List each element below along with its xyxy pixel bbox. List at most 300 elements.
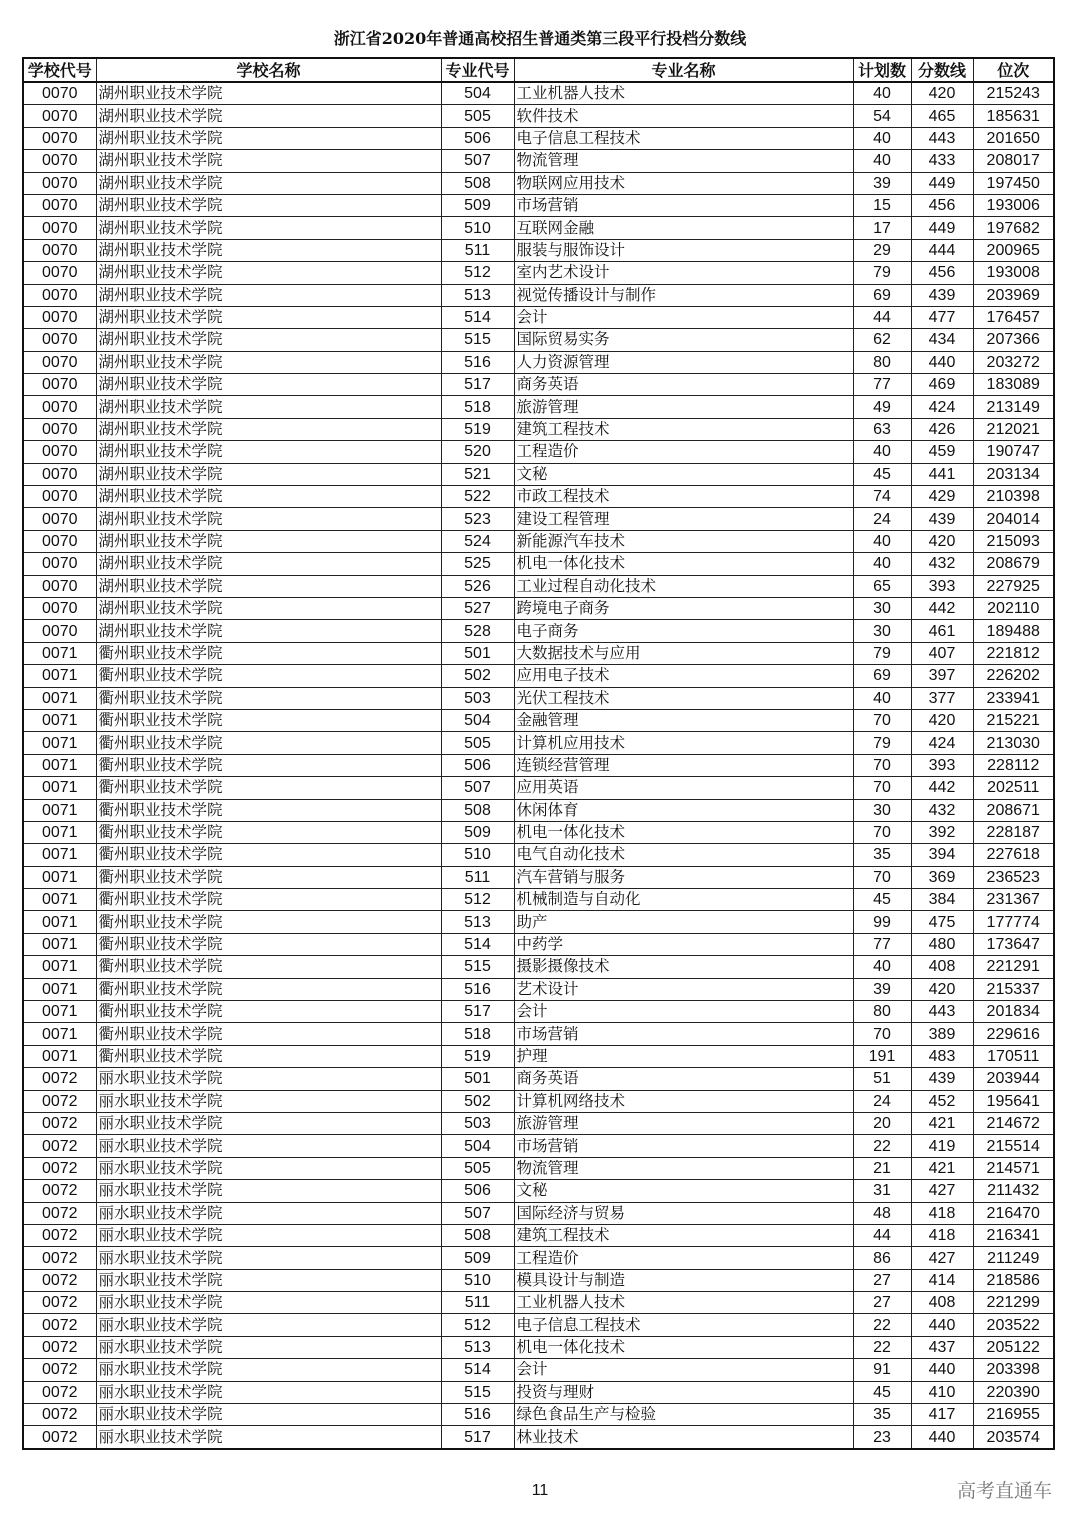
cell-school-code: 0071 [23, 665, 96, 687]
cell-school-name: 湖州职业技术学院 [96, 463, 441, 485]
cell-rank: 215243 [973, 82, 1054, 105]
cell-plan-count: 70 [853, 709, 911, 731]
cell-rank: 212021 [973, 418, 1054, 440]
cell-rank: 185631 [973, 105, 1054, 127]
cell-plan-count: 23 [853, 1426, 911, 1449]
cell-major-code: 515 [441, 329, 514, 351]
cell-major-name: 建设工程管理 [514, 508, 853, 530]
cell-major-name: 投资与理财 [514, 1381, 853, 1403]
cell-rank: 193006 [973, 194, 1054, 216]
cell-major-name: 连锁经营管理 [514, 754, 853, 776]
cell-major-code: 502 [441, 1090, 514, 1112]
cell-major-name: 工业过程自动化技术 [514, 575, 853, 597]
cell-school-name: 丽水职业技术学院 [96, 1314, 441, 1336]
cell-major-code: 507 [441, 777, 514, 799]
cell-school-name: 衢州职业技术学院 [96, 889, 441, 911]
cell-major-code: 508 [441, 799, 514, 821]
watermark: 高考直通车 [956, 1480, 1052, 1502]
table-row [23, 351, 1054, 373]
cell-rank: 215221 [973, 709, 1054, 731]
cell-school-code: 0070 [23, 150, 96, 172]
cell-major-name: 文秘 [514, 463, 853, 485]
table-row [23, 1202, 1054, 1224]
cell-major-code: 510 [441, 844, 514, 866]
cell-score-line: 456 [911, 194, 973, 216]
table-row [23, 889, 1054, 911]
cell-plan-count: 40 [853, 687, 911, 709]
cell-rank: 221291 [973, 956, 1054, 978]
cell-major-name: 电子信息工程技术 [514, 127, 853, 149]
cell-plan-count: 40 [853, 553, 911, 575]
cell-rank: 228112 [973, 754, 1054, 776]
cell-major-name: 市场营销 [514, 1135, 853, 1157]
cell-major-name: 金融管理 [514, 709, 853, 731]
cell-major-name: 服装与服饰设计 [514, 239, 853, 261]
cell-score-line: 418 [911, 1224, 973, 1246]
cell-rank: 176457 [973, 306, 1054, 328]
cell-rank: 214672 [973, 1112, 1054, 1134]
cell-major-code: 512 [441, 262, 514, 284]
header-school-code: 学校代号 [23, 58, 96, 82]
cell-major-name: 建筑工程技术 [514, 1224, 853, 1246]
table-row [23, 1292, 1054, 1314]
cell-score-line: 449 [911, 172, 973, 194]
cell-rank: 226202 [973, 665, 1054, 687]
cell-school-name: 丽水职业技术学院 [96, 1247, 441, 1269]
cell-major-code: 520 [441, 441, 514, 463]
cell-plan-count: 22 [853, 1336, 911, 1358]
cell-plan-count: 24 [853, 508, 911, 530]
cell-major-name: 工业机器人技术 [514, 82, 853, 105]
table-row [23, 1157, 1054, 1179]
table-row [23, 1112, 1054, 1134]
header-rank: 位次 [973, 58, 1054, 82]
cell-major-code: 501 [441, 642, 514, 664]
cell-plan-count: 40 [853, 82, 911, 105]
cell-major-code: 506 [441, 1180, 514, 1202]
cell-rank: 215093 [973, 530, 1054, 552]
cell-plan-count: 79 [853, 642, 911, 664]
cell-school-name: 湖州职业技术学院 [96, 553, 441, 575]
cell-school-code: 0070 [23, 463, 96, 485]
cell-major-name: 摄影摄像技术 [514, 956, 853, 978]
cell-rank: 202511 [973, 777, 1054, 799]
table-row [23, 575, 1054, 597]
cell-plan-count: 31 [853, 1180, 911, 1202]
cell-rank: 200965 [973, 239, 1054, 261]
cell-school-name: 丽水职业技术学院 [96, 1180, 441, 1202]
cell-school-code: 0072 [23, 1180, 96, 1202]
cell-score-line: 408 [911, 956, 973, 978]
cell-major-name: 市场营销 [514, 1023, 853, 1045]
cell-major-name: 市场营销 [514, 194, 853, 216]
table-row [23, 1068, 1054, 1090]
cell-major-name: 旅游管理 [514, 1112, 853, 1134]
page-number: 11 [531, 1482, 549, 1499]
cell-major-code: 527 [441, 597, 514, 619]
admission-score-table [22, 57, 1055, 1450]
cell-school-code: 0072 [23, 1336, 96, 1358]
table-row [23, 1314, 1054, 1336]
cell-school-name: 衢州职业技术学院 [96, 866, 441, 888]
cell-plan-count: 35 [853, 1404, 911, 1426]
cell-major-name: 工业机器人技术 [514, 1292, 853, 1314]
cell-major-code: 511 [441, 866, 514, 888]
cell-school-name: 湖州职业技术学院 [96, 508, 441, 530]
cell-plan-count: 191 [853, 1045, 911, 1067]
cell-school-name: 衢州职业技术学院 [96, 1023, 441, 1045]
table-row [23, 374, 1054, 396]
cell-plan-count: 40 [853, 150, 911, 172]
cell-major-name: 工程造价 [514, 441, 853, 463]
cell-plan-count: 29 [853, 239, 911, 261]
cell-plan-count: 80 [853, 1001, 911, 1023]
table-row [23, 1404, 1054, 1426]
cell-school-name: 湖州职业技术学院 [96, 441, 441, 463]
cell-rank: 203134 [973, 463, 1054, 485]
table-row [23, 306, 1054, 328]
table-row [23, 1269, 1054, 1291]
header-score-line: 分数线 [911, 58, 973, 82]
cell-school-code: 0072 [23, 1247, 96, 1269]
cell-score-line: 465 [911, 105, 973, 127]
cell-plan-count: 48 [853, 1202, 911, 1224]
cell-score-line: 414 [911, 1269, 973, 1291]
cell-major-name: 计算机网络技术 [514, 1090, 853, 1112]
cell-major-code: 511 [441, 1292, 514, 1314]
table-row [23, 1381, 1054, 1403]
cell-major-code: 507 [441, 150, 514, 172]
table-header-row [23, 58, 1054, 82]
cell-school-name: 湖州职业技术学院 [96, 239, 441, 261]
table-row [23, 441, 1054, 463]
cell-major-name: 物流管理 [514, 1157, 853, 1179]
cell-plan-count: 40 [853, 441, 911, 463]
cell-school-name: 衢州职业技术学院 [96, 933, 441, 955]
cell-major-code: 528 [441, 620, 514, 642]
cell-school-name: 衢州职业技术学院 [96, 844, 441, 866]
cell-plan-count: 54 [853, 105, 911, 127]
cell-school-name: 丽水职业技术学院 [96, 1336, 441, 1358]
cell-plan-count: 69 [853, 284, 911, 306]
cell-major-code: 509 [441, 194, 514, 216]
table-row [23, 105, 1054, 127]
cell-score-line: 421 [911, 1112, 973, 1134]
cell-plan-count: 86 [853, 1247, 911, 1269]
cell-major-code: 517 [441, 1001, 514, 1023]
cell-major-name: 市政工程技术 [514, 486, 853, 508]
cell-major-code: 526 [441, 575, 514, 597]
cell-school-code: 0072 [23, 1381, 96, 1403]
cell-major-name: 电子商务 [514, 620, 853, 642]
cell-school-code: 0070 [23, 82, 96, 105]
cell-school-code: 0071 [23, 754, 96, 776]
cell-major-name: 机电一体化技术 [514, 553, 853, 575]
cell-school-name: 湖州职业技术学院 [96, 150, 441, 172]
cell-major-name: 互联网金融 [514, 217, 853, 239]
cell-school-name: 衢州职业技术学院 [96, 1045, 441, 1067]
cell-score-line: 427 [911, 1247, 973, 1269]
cell-major-code: 510 [441, 217, 514, 239]
cell-rank: 227925 [973, 575, 1054, 597]
cell-rank: 216955 [973, 1404, 1054, 1426]
cell-major-name: 旅游管理 [514, 396, 853, 418]
cell-score-line: 469 [911, 374, 973, 396]
cell-score-line: 419 [911, 1135, 973, 1157]
cell-score-line: 427 [911, 1180, 973, 1202]
table-row [23, 911, 1054, 933]
cell-major-name: 中药学 [514, 933, 853, 955]
cell-school-code: 0071 [23, 956, 96, 978]
cell-school-code: 0071 [23, 978, 96, 1000]
cell-major-code: 504 [441, 1135, 514, 1157]
cell-score-line: 410 [911, 1381, 973, 1403]
cell-major-name: 机械制造与自动化 [514, 889, 853, 911]
cell-rank: 208017 [973, 150, 1054, 172]
cell-school-code: 0071 [23, 1045, 96, 1067]
cell-school-name: 衢州职业技术学院 [96, 732, 441, 754]
table-row [23, 486, 1054, 508]
cell-score-line: 426 [911, 418, 973, 440]
cell-school-name: 衢州职业技术学院 [96, 754, 441, 776]
cell-plan-count: 45 [853, 889, 911, 911]
cell-school-code: 0071 [23, 933, 96, 955]
cell-school-name: 湖州职业技术学院 [96, 127, 441, 149]
table-row [23, 418, 1054, 440]
cell-major-name: 光伏工程技术 [514, 687, 853, 709]
cell-major-name: 会计 [514, 1359, 853, 1381]
cell-major-code: 521 [441, 463, 514, 485]
table-row [23, 799, 1054, 821]
cell-plan-count: 45 [853, 1381, 911, 1403]
cell-school-code: 0070 [23, 351, 96, 373]
cell-rank: 201650 [973, 127, 1054, 149]
table-row [23, 463, 1054, 485]
table-row [23, 777, 1054, 799]
cell-school-code: 0070 [23, 217, 96, 239]
cell-major-name: 电气自动化技术 [514, 844, 853, 866]
cell-score-line: 437 [911, 1336, 973, 1358]
cell-major-code: 504 [441, 709, 514, 731]
table-row [23, 866, 1054, 888]
table-row [23, 821, 1054, 843]
cell-score-line: 459 [911, 441, 973, 463]
cell-rank: 221299 [973, 1292, 1054, 1314]
cell-major-name: 文秘 [514, 1180, 853, 1202]
cell-major-code: 516 [441, 1404, 514, 1426]
cell-score-line: 392 [911, 821, 973, 843]
cell-plan-count: 30 [853, 597, 911, 619]
cell-school-name: 衢州职业技术学院 [96, 687, 441, 709]
cell-major-code: 508 [441, 172, 514, 194]
cell-major-name: 会计 [514, 306, 853, 328]
cell-plan-count: 69 [853, 665, 911, 687]
cell-major-name: 建筑工程技术 [514, 418, 853, 440]
cell-school-code: 0070 [23, 262, 96, 284]
cell-school-name: 湖州职业技术学院 [96, 306, 441, 328]
cell-school-name: 衢州职业技术学院 [96, 777, 441, 799]
cell-plan-count: 40 [853, 956, 911, 978]
table-row [23, 150, 1054, 172]
cell-major-code: 519 [441, 1045, 514, 1067]
cell-school-code: 0072 [23, 1090, 96, 1112]
cell-school-code: 0071 [23, 911, 96, 933]
cell-school-name: 衢州职业技术学院 [96, 799, 441, 821]
cell-major-code: 504 [441, 82, 514, 105]
cell-major-code: 511 [441, 239, 514, 261]
cell-major-name: 会计 [514, 1001, 853, 1023]
cell-score-line: 420 [911, 82, 973, 105]
cell-major-name: 物流管理 [514, 150, 853, 172]
cell-major-name: 工程造价 [514, 1247, 853, 1269]
cell-rank: 215337 [973, 978, 1054, 1000]
cell-plan-count: 40 [853, 127, 911, 149]
table-row [23, 1426, 1054, 1449]
cell-rank: 214571 [973, 1157, 1054, 1179]
cell-plan-count: 39 [853, 978, 911, 1000]
cell-plan-count: 51 [853, 1068, 911, 1090]
cell-major-name: 计算机应用技术 [514, 732, 853, 754]
cell-score-line: 440 [911, 1426, 973, 1449]
table-row [23, 127, 1054, 149]
cell-major-code: 515 [441, 1381, 514, 1403]
table-row [23, 687, 1054, 709]
cell-score-line: 369 [911, 866, 973, 888]
table-row [23, 956, 1054, 978]
cell-major-name: 视觉传播设计与制作 [514, 284, 853, 306]
table-row [23, 1001, 1054, 1023]
cell-major-name: 模具设计与制造 [514, 1269, 853, 1291]
header-plan-count: 计划数 [853, 58, 911, 82]
cell-rank: 177774 [973, 911, 1054, 933]
cell-school-name: 湖州职业技术学院 [96, 172, 441, 194]
cell-score-line: 408 [911, 1292, 973, 1314]
table-row [23, 620, 1054, 642]
cell-school-code: 0070 [23, 172, 96, 194]
table-row [23, 1224, 1054, 1246]
cell-school-name: 丽水职业技术学院 [96, 1090, 441, 1112]
cell-score-line: 439 [911, 508, 973, 530]
cell-rank: 189488 [973, 620, 1054, 642]
table-row [23, 1135, 1054, 1157]
cell-rank: 211432 [973, 1180, 1054, 1202]
cell-school-name: 湖州职业技术学院 [96, 194, 441, 216]
cell-school-name: 丽水职业技术学院 [96, 1202, 441, 1224]
cell-school-name: 丽水职业技术学院 [96, 1135, 441, 1157]
cell-score-line: 433 [911, 150, 973, 172]
cell-school-code: 0070 [23, 239, 96, 261]
cell-rank: 236523 [973, 866, 1054, 888]
cell-plan-count: 30 [853, 620, 911, 642]
cell-school-code: 0072 [23, 1426, 96, 1449]
cell-school-name: 衢州职业技术学院 [96, 978, 441, 1000]
cell-rank: 220390 [973, 1381, 1054, 1403]
cell-school-code: 0072 [23, 1224, 96, 1246]
cell-school-code: 0070 [23, 284, 96, 306]
cell-major-code: 522 [441, 486, 514, 508]
table-row [23, 1180, 1054, 1202]
cell-score-line: 439 [911, 284, 973, 306]
cell-score-line: 449 [911, 217, 973, 239]
cell-major-code: 513 [441, 911, 514, 933]
cell-plan-count: 80 [853, 351, 911, 373]
cell-major-code: 507 [441, 1202, 514, 1224]
cell-rank: 210398 [973, 486, 1054, 508]
cell-school-code: 0072 [23, 1157, 96, 1179]
cell-rank: 208671 [973, 799, 1054, 821]
cell-plan-count: 45 [853, 463, 911, 485]
cell-school-code: 0070 [23, 127, 96, 149]
cell-school-code: 0072 [23, 1202, 96, 1224]
cell-school-name: 丽水职业技术学院 [96, 1292, 441, 1314]
cell-major-code: 514 [441, 1359, 514, 1381]
cell-major-code: 518 [441, 1023, 514, 1045]
cell-score-line: 424 [911, 732, 973, 754]
cell-rank: 213030 [973, 732, 1054, 754]
cell-major-name: 林业技术 [514, 1426, 853, 1449]
table-row [23, 597, 1054, 619]
cell-plan-count: 70 [853, 866, 911, 888]
cell-major-name: 应用英语 [514, 777, 853, 799]
cell-rank: 208679 [973, 553, 1054, 575]
cell-school-name: 湖州职业技术学院 [96, 620, 441, 642]
cell-school-name: 湖州职业技术学院 [96, 351, 441, 373]
cell-major-name: 商务英语 [514, 1068, 853, 1090]
cell-school-name: 丽水职业技术学院 [96, 1269, 441, 1291]
cell-rank: 201834 [973, 1001, 1054, 1023]
cell-major-code: 513 [441, 284, 514, 306]
cell-plan-count: 62 [853, 329, 911, 351]
cell-major-code: 519 [441, 418, 514, 440]
cell-score-line: 440 [911, 1359, 973, 1381]
cell-rank: 195641 [973, 1090, 1054, 1112]
cell-school-name: 湖州职业技术学院 [96, 329, 441, 351]
cell-score-line: 377 [911, 687, 973, 709]
cell-plan-count: 91 [853, 1359, 911, 1381]
cell-school-name: 衢州职业技术学院 [96, 665, 441, 687]
cell-rank: 197450 [973, 172, 1054, 194]
cell-rank: 203944 [973, 1068, 1054, 1090]
cell-score-line: 420 [911, 709, 973, 731]
table-row [23, 933, 1054, 955]
cell-major-code: 510 [441, 1269, 514, 1291]
cell-major-name: 绿色食品生产与检验 [514, 1404, 853, 1426]
cell-score-line: 421 [911, 1157, 973, 1179]
cell-rank: 211249 [973, 1247, 1054, 1269]
table-row [23, 709, 1054, 731]
cell-major-code: 508 [441, 1224, 514, 1246]
cell-school-code: 0070 [23, 396, 96, 418]
cell-score-line: 439 [911, 1068, 973, 1090]
table-row [23, 1045, 1054, 1067]
table-row [23, 1247, 1054, 1269]
cell-school-code: 0072 [23, 1359, 96, 1381]
cell-school-name: 湖州职业技术学院 [96, 418, 441, 440]
cell-major-code: 517 [441, 374, 514, 396]
cell-major-name: 大数据技术与应用 [514, 642, 853, 664]
cell-major-name: 汽车营销与服务 [514, 866, 853, 888]
cell-school-name: 衢州职业技术学院 [96, 821, 441, 843]
cell-major-name: 物联网应用技术 [514, 172, 853, 194]
cell-plan-count: 49 [853, 396, 911, 418]
cell-score-line: 452 [911, 1090, 973, 1112]
cell-major-code: 512 [441, 1314, 514, 1336]
cell-major-name: 新能源汽车技术 [514, 530, 853, 552]
cell-rank: 193008 [973, 262, 1054, 284]
cell-school-code: 0072 [23, 1404, 96, 1426]
cell-score-line: 407 [911, 642, 973, 664]
table-row [23, 284, 1054, 306]
